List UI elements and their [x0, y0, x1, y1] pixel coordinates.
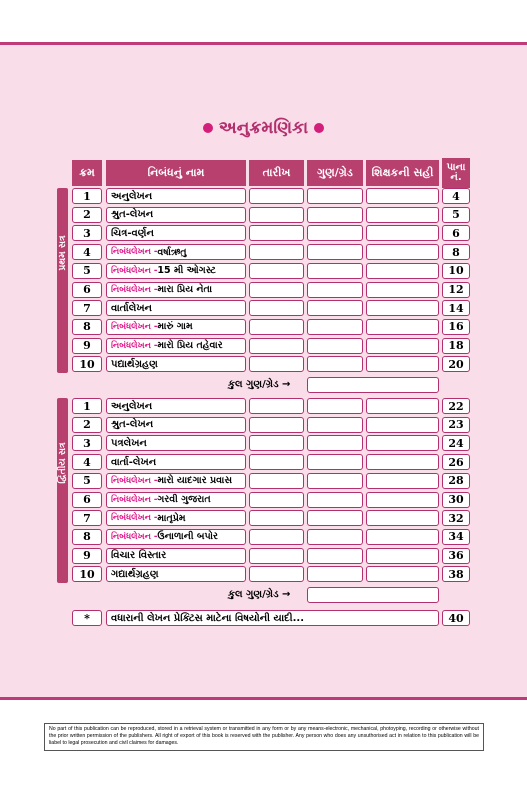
row-page: 32 — [442, 510, 470, 526]
row-title-text: વાર્તા-લેખન — [111, 456, 157, 468]
sign-cell — [366, 566, 439, 582]
total-grade-cell — [307, 587, 439, 603]
sign-cell — [366, 188, 439, 204]
term-label: દ્વિતીય સત્ર — [58, 442, 68, 484]
sign-cell — [366, 356, 439, 372]
row-number: 6 — [72, 492, 102, 508]
row-number: 2 — [72, 417, 102, 433]
grade-cell — [307, 417, 363, 433]
row-title — [106, 244, 246, 260]
date-cell — [249, 225, 304, 241]
row-page: 38 — [442, 566, 470, 582]
row-page: 22 — [442, 398, 470, 414]
row-number: 1 — [72, 188, 102, 204]
sign-cell — [366, 510, 439, 526]
header-date: તારીખ — [249, 160, 304, 186]
row-number: 2 — [72, 207, 102, 223]
total-label: કુલ ગુણ/ગ્રેડ → — [228, 589, 291, 600]
sign-cell — [366, 417, 439, 433]
date-cell — [249, 454, 304, 470]
copyright-notice: No part of this publication can be reproduced, stored in a retrieval system or transmitted in any form or by any means-electronic, mechanical, photoyping, recording or otherwise without the prior written permission of the publishers. All right of export of this book is reserved with the publisher. Any person who does any unsuthorised act in relation to this publication will be liabel to legal prosecution and civil claimes for damages. — [44, 723, 484, 751]
row-title-text: ગદ્યાર્થગ્રહણ — [111, 568, 159, 580]
row-prefix: નિબંધલેખન - — [111, 513, 158, 524]
bottom-rule — [0, 697, 527, 700]
row-number: 8 — [72, 529, 102, 545]
row-title-text: શ્રુત-લેખન — [111, 419, 154, 431]
row-prefix: નિબંધલેખન - — [111, 247, 158, 258]
header-kram: ક્રમ — [72, 160, 102, 186]
row-number: 3 — [72, 435, 102, 451]
date-cell — [249, 319, 304, 335]
row-page: 8 — [442, 244, 470, 260]
date-cell — [249, 473, 304, 489]
grade-cell — [307, 300, 363, 316]
sign-cell — [366, 207, 439, 223]
row-page: 10 — [442, 263, 470, 279]
bullet-dot-icon — [203, 123, 213, 133]
date-cell — [249, 207, 304, 223]
grade-cell — [307, 263, 363, 279]
row-number: 8 — [72, 319, 102, 335]
sign-cell — [366, 263, 439, 279]
row-page: 4 — [442, 188, 470, 204]
row-number: 10 — [72, 356, 102, 372]
sign-cell — [366, 319, 439, 335]
row-title-text: 15 મી ઓગસ્ટ — [157, 265, 216, 277]
sign-cell — [366, 300, 439, 316]
row-title-text: ઉનાળાની બપોર — [157, 531, 218, 543]
row-title — [106, 188, 246, 204]
row-title-text: મારો યાદગાર પ્રવાસ — [157, 475, 233, 487]
row-title-text: પદ્યાર્થગ્રહણ — [111, 358, 158, 370]
total-grade-cell — [307, 377, 439, 393]
row-title-text: માતૃપ્રેમ — [157, 512, 186, 524]
row-title-text: અનુલેખન — [111, 400, 153, 412]
row-number: 7 — [72, 300, 102, 316]
row-page: 20 — [442, 356, 470, 372]
row-title — [106, 300, 246, 316]
row-prefix: નિબંધલેખન - — [111, 321, 158, 332]
row-page: 26 — [442, 454, 470, 470]
grade-cell — [307, 529, 363, 545]
date-cell — [249, 300, 304, 316]
grade-cell — [307, 244, 363, 260]
grade-cell — [307, 473, 363, 489]
row-title — [106, 282, 246, 298]
row-page: 6 — [442, 225, 470, 241]
sign-cell — [366, 454, 439, 470]
title-text: અનુક્રમણિકા — [218, 118, 309, 138]
header-sign: શિક્ષકની સહી — [366, 160, 439, 186]
extra-page: 40 — [442, 610, 470, 626]
sign-cell — [366, 398, 439, 414]
row-prefix: નિબંધલેખન - — [111, 531, 158, 542]
date-cell — [249, 244, 304, 260]
sign-cell — [366, 548, 439, 564]
sign-cell — [366, 435, 439, 451]
date-cell — [249, 510, 304, 526]
grade-cell — [307, 338, 363, 354]
header-name: નિબંધનું નામ — [106, 160, 246, 186]
grade-cell — [307, 282, 363, 298]
row-title — [106, 454, 246, 470]
grade-cell — [307, 510, 363, 526]
header-page: પાના નં. — [442, 158, 470, 188]
date-cell — [249, 356, 304, 372]
date-cell — [249, 263, 304, 279]
term-label: પ્રથમ સત્ર — [58, 235, 68, 271]
row-prefix: નિબંધલેખન - — [111, 265, 158, 276]
sign-cell — [366, 492, 439, 508]
row-title — [106, 435, 246, 451]
row-prefix: નિબંધલેખન - — [111, 494, 158, 505]
row-title — [106, 398, 246, 414]
grade-cell — [307, 492, 363, 508]
row-number: 4 — [72, 454, 102, 470]
row-title — [106, 207, 246, 223]
row-number: 3 — [72, 225, 102, 241]
date-cell — [249, 548, 304, 564]
date-cell — [249, 398, 304, 414]
row-title — [106, 263, 246, 279]
row-title-text: ગરવી ગુજરાત — [157, 494, 211, 505]
row-page: 16 — [442, 319, 470, 335]
row-page: 5 — [442, 207, 470, 223]
grade-cell — [307, 356, 363, 372]
extra-marker: * — [72, 610, 102, 626]
grade-cell — [307, 548, 363, 564]
row-number: 5 — [72, 263, 102, 279]
row-title — [106, 338, 246, 354]
grade-cell — [307, 225, 363, 241]
extra-title: વધારાની લેખન પ્રેક્ટિસ માટેના વિષયોની યાદી... — [106, 610, 439, 626]
date-cell — [249, 529, 304, 545]
row-title — [106, 473, 246, 489]
row-prefix: નિબંધલેખન - — [111, 284, 158, 295]
grade-cell — [307, 454, 363, 470]
top-rule — [0, 42, 527, 45]
sign-cell — [366, 244, 439, 260]
row-number: 5 — [72, 473, 102, 489]
row-page: 23 — [442, 417, 470, 433]
row-number: 4 — [72, 244, 102, 260]
row-title-text: મારો પ્રિય તહેવાર — [157, 340, 223, 352]
grade-cell — [307, 566, 363, 582]
header-grade: ગુણ/ગ્રેડ — [307, 160, 363, 186]
row-title-text: મારા પ્રિય નેતા — [157, 284, 213, 295]
row-number: 9 — [72, 338, 102, 354]
row-title-text: વાર્તાલેખન — [111, 302, 152, 314]
row-title — [106, 417, 246, 433]
row-title — [106, 566, 246, 582]
sign-cell — [366, 529, 439, 545]
row-title-text: શ્રુત-લેખન — [111, 209, 154, 221]
date-cell — [249, 282, 304, 298]
row-title-text: અનુલેખન — [111, 190, 153, 202]
page-title — [0, 118, 527, 138]
grade-cell — [307, 435, 363, 451]
row-page: 30 — [442, 492, 470, 508]
row-number: 10 — [72, 566, 102, 582]
row-page: 34 — [442, 529, 470, 545]
row-page: 36 — [442, 548, 470, 564]
row-prefix: નિબંધલેખન - — [111, 475, 158, 486]
date-cell — [249, 566, 304, 582]
row-title-text: પત્રલેખન — [111, 437, 147, 449]
row-page: 28 — [442, 473, 470, 489]
date-cell — [249, 492, 304, 508]
row-title-text: ચિત્ર-વર્ણન — [111, 227, 154, 239]
row-prefix: નિબંધલેખન - — [111, 340, 158, 351]
row-title — [106, 225, 246, 241]
date-cell — [249, 435, 304, 451]
row-page: 14 — [442, 300, 470, 316]
date-cell — [249, 338, 304, 354]
sign-cell — [366, 338, 439, 354]
grade-cell — [307, 319, 363, 335]
row-number: 6 — [72, 282, 102, 298]
grade-cell — [307, 207, 363, 223]
row-page: 18 — [442, 338, 470, 354]
row-title-text: વર્ષાઋતુ — [157, 246, 187, 258]
row-page: 24 — [442, 435, 470, 451]
row-title — [106, 529, 246, 545]
row-title — [106, 510, 246, 526]
row-title — [106, 492, 246, 508]
sign-cell — [366, 473, 439, 489]
row-title-text: વિચાર વિસ્તાર — [111, 550, 167, 562]
sign-cell — [366, 282, 439, 298]
date-cell — [249, 417, 304, 433]
row-page: 12 — [442, 282, 470, 298]
row-title-text: મારું ગામ — [157, 321, 193, 333]
row-title — [106, 548, 246, 564]
sign-cell — [366, 225, 439, 241]
row-number: 1 — [72, 398, 102, 414]
row-number: 7 — [72, 510, 102, 526]
bullet-dot-icon — [314, 123, 324, 133]
row-title — [106, 319, 246, 335]
row-number: 9 — [72, 548, 102, 564]
date-cell — [249, 188, 304, 204]
total-label: કુલ ગુણ/ગ્રેડ → — [228, 379, 291, 390]
row-title — [106, 356, 246, 372]
grade-cell — [307, 188, 363, 204]
grade-cell — [307, 398, 363, 414]
